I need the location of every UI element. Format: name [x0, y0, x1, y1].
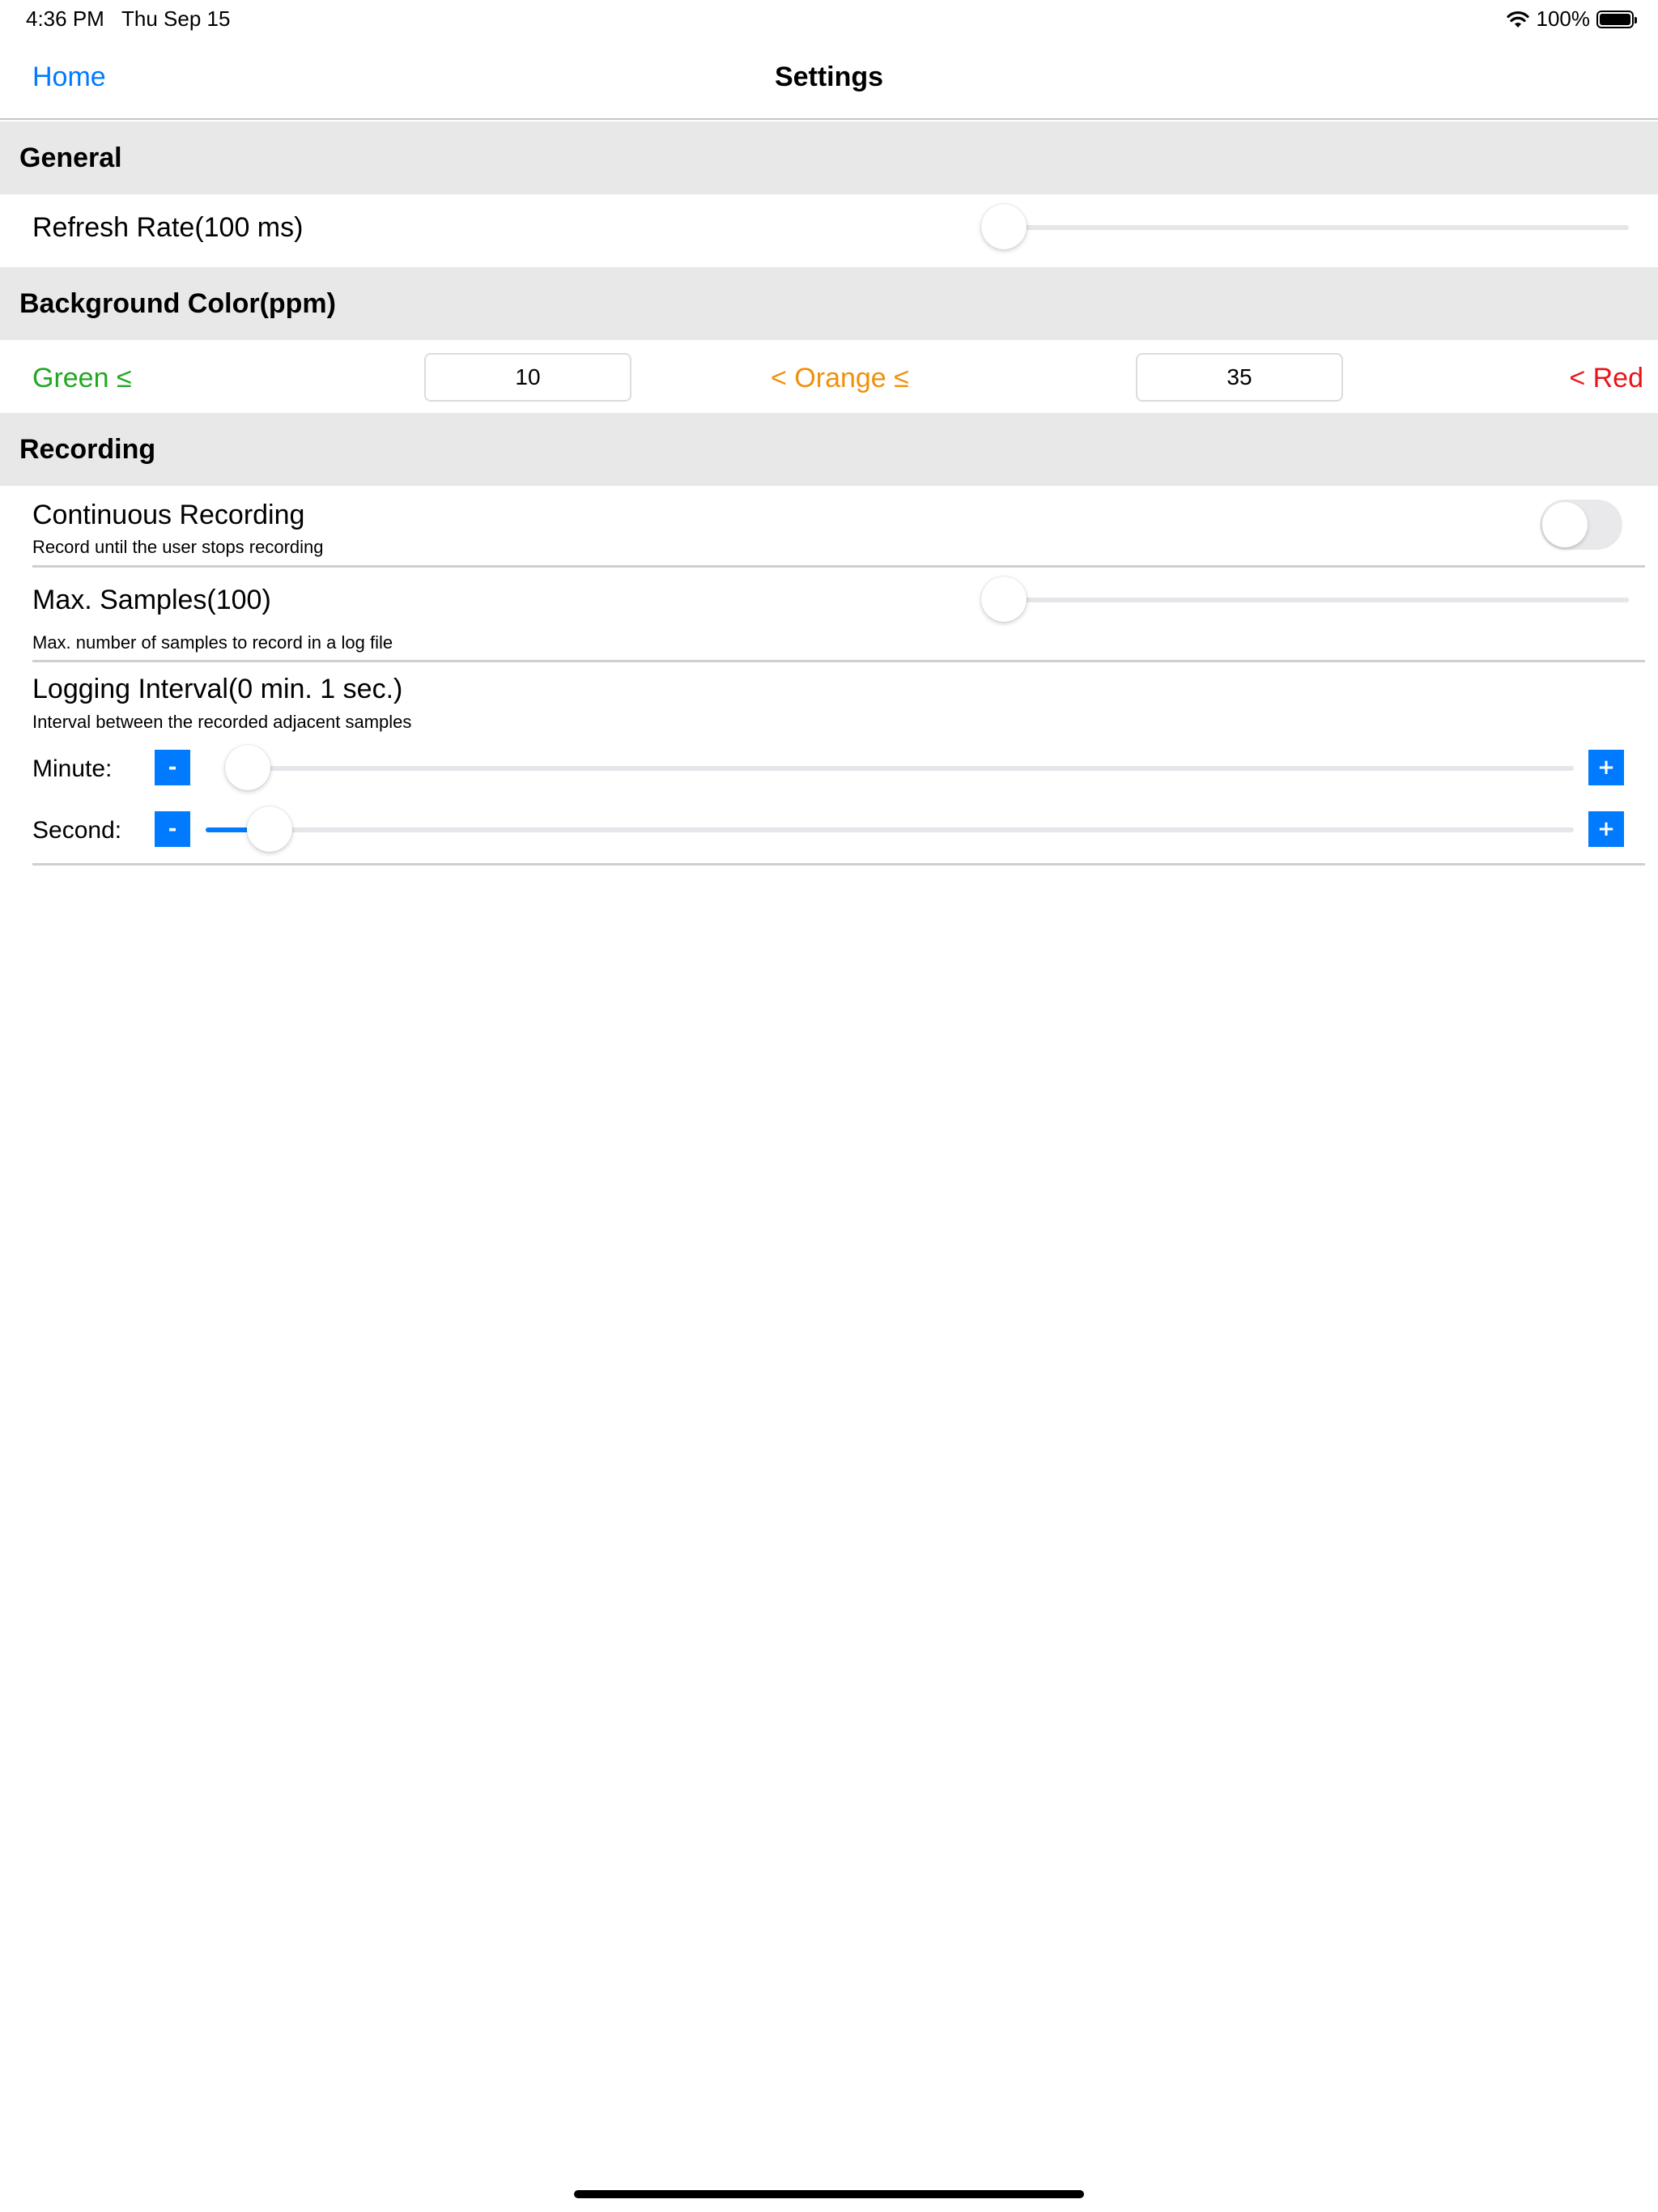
refresh-rate-slider[interactable] — [981, 202, 1629, 251]
section-header-recording — [0, 413, 1658, 486]
minute-label: Minute: — [32, 755, 113, 782]
navigation-bar — [0, 39, 1658, 120]
status-time: 4:36 PM — [26, 6, 104, 31]
slider-thumb[interactable] — [981, 204, 1027, 249]
section-title-recording: Recording — [19, 434, 156, 465]
section-header-general — [0, 121, 1658, 194]
slider-track — [225, 766, 1574, 771]
toggle-knob — [1542, 502, 1588, 547]
max-samples-description: Max. number of samples to record in a log file — [32, 632, 393, 653]
second-increment-button[interactable]: + — [1588, 811, 1624, 847]
minute-slider[interactable] — [225, 743, 1574, 792]
divider — [32, 565, 1645, 568]
refresh-rate-label: Refresh Rate(100 ms) — [32, 212, 304, 243]
slider-track — [206, 827, 1574, 832]
max-samples-label: Max. Samples(100) — [32, 585, 271, 615]
continuous-recording-label: Continuous Recording — [32, 500, 305, 530]
orange-threshold-label: < Orange ≤ — [771, 363, 909, 393]
status-right — [1506, 6, 1635, 32]
orange-threshold-input[interactable] — [1136, 353, 1343, 402]
logging-interval-description: Interval between the recorded adjacent samples — [32, 712, 412, 732]
battery-icon — [1596, 11, 1634, 28]
slider-thumb[interactable] — [981, 576, 1027, 622]
second-slider[interactable] — [206, 805, 1574, 853]
red-threshold-label: < Red — [1569, 363, 1643, 393]
section-title-background-color: Background Color(ppm) — [19, 288, 336, 319]
second-decrement-button[interactable]: - — [155, 811, 190, 847]
slider-track — [981, 225, 1629, 230]
slider-thumb[interactable] — [225, 745, 270, 790]
section-title-general: General — [19, 143, 122, 173]
continuous-recording-toggle[interactable] — [1540, 500, 1622, 550]
battery-percent: 100% — [1536, 6, 1590, 31]
section-header-background-color — [0, 267, 1658, 340]
slider-track — [981, 598, 1629, 602]
logging-interval-label: Logging Interval(0 min. 1 sec.) — [32, 674, 403, 704]
minute-increment-button[interactable]: + — [1588, 750, 1624, 785]
status-date: Thu Sep 15 — [121, 6, 231, 31]
wifi-icon — [1506, 10, 1530, 29]
max-samples-slider[interactable] — [981, 575, 1629, 623]
minute-decrement-button[interactable]: - — [155, 750, 190, 785]
slider-thumb[interactable] — [247, 806, 292, 852]
home-back-button[interactable]: Home — [32, 62, 106, 92]
continuous-recording-description: Record until the user stops recording — [32, 537, 324, 557]
home-indicator — [574, 2190, 1084, 2198]
divider — [32, 660, 1645, 662]
divider — [32, 863, 1645, 866]
page-title: Settings — [774, 62, 884, 92]
green-threshold-label: Green ≤ — [32, 363, 132, 393]
green-threshold-input[interactable] — [424, 353, 631, 402]
second-label: Second: — [32, 817, 122, 844]
status-bar — [0, 0, 1658, 39]
